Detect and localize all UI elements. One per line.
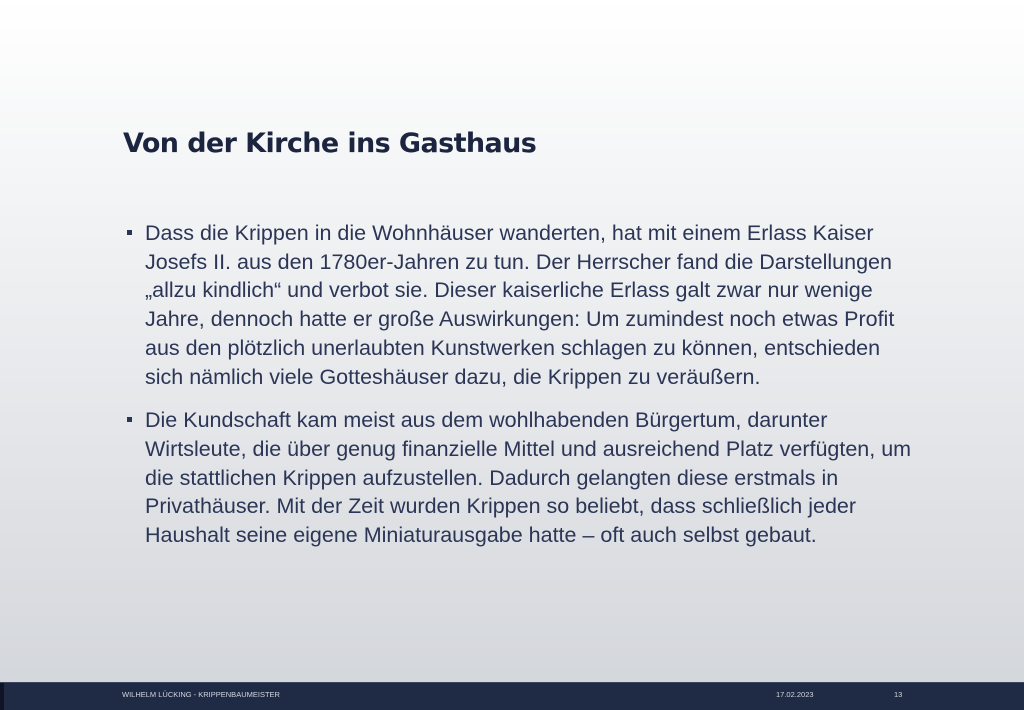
bullet-list xyxy=(123,219,913,565)
footer-date: 17.02.2023 xyxy=(776,690,814,699)
footer-accent xyxy=(0,683,4,710)
square-bullet-icon xyxy=(127,230,132,235)
page-number: 13 xyxy=(894,690,903,699)
bullet-text-2: Die Kundschaft kam meist aus dem wohlhabenden Bürgertum, darunter Wirtsleute, die über genug finanzielle Mittel und ausreichend Platz verfügten, um die stattlichen Krippen aufzustellen. Dadurch gelangten diese erstmals in Privathäuser. Mit der Zeit wurden Krippen so beliebt, dass schließlich jeder Haushalt seine eigene Miniaturausgabe hatte – oft auch selbst gebaut. xyxy=(145,408,912,548)
bullet-text-1: Dass die Krippen in die Wohnhäuser wanderten, hat mit einem Erlass Kaiser Josefs II. aus den 1780er-Jahren zu tun. Der Herrscher fand die Darstellungen „allzu kindlich“ und verbot sie. Dieser kaiserliche Erlass galt zwar nur wenige Jahre, dennoch hatte er große Auswirkungen: Um zumindest noch etwas Profit aus den plötzlich unerlaubten Kunstwerken schlagen zu können, entschieden sich nämlich viele Gotteshäuser dazu, die Krippen zu veräußern. xyxy=(145,221,895,389)
square-bullet-icon xyxy=(127,417,132,422)
slide-title: Von der Kirche ins Gasthaus xyxy=(123,128,537,159)
bullet-item-2 xyxy=(123,406,913,550)
bullet-item-1 xyxy=(123,219,913,391)
footer-author: WILHELM LÜCKING - KRIPPENBAUMEISTER xyxy=(122,690,280,699)
footer-bar xyxy=(0,682,1024,710)
